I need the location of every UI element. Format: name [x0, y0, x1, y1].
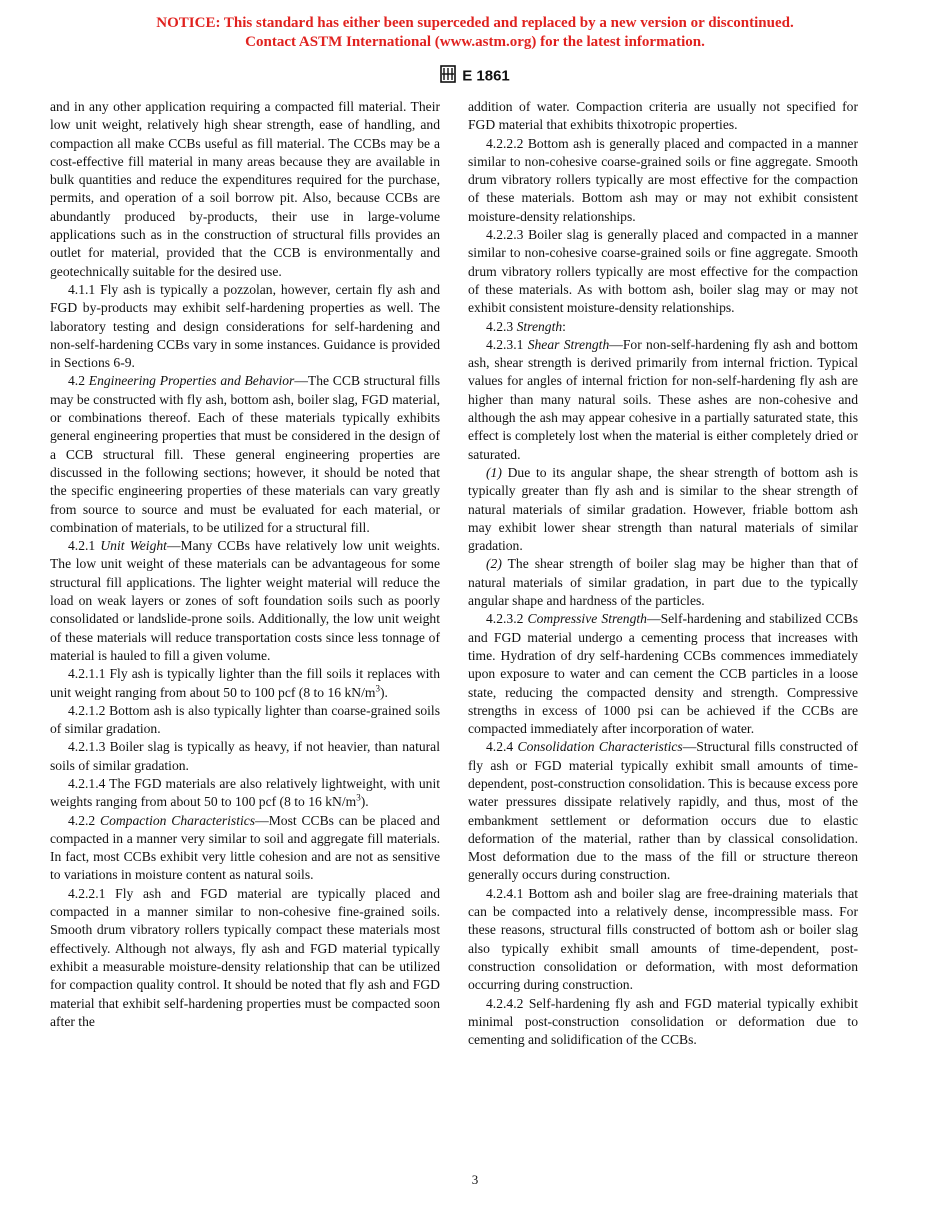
section-number: 4.2.3 [486, 318, 514, 334]
notice-line-2: Contact ASTM International (www.astm.org) for the latest information. [245, 34, 705, 50]
text-part: ). [360, 794, 369, 810]
designation: E 1861 [462, 67, 510, 85]
section-title: Compaction Characteristics [100, 812, 256, 828]
text-part: 4.2.1.4 The FGD materials are also relatively lightweight, with unit weights ranging from about 50 to 100 pcf (8 to 16 kN/m [50, 775, 440, 810]
section-text: —The CCB structural fills may be constructed with fly ash, bottom ash, boiler slag, FGD material, or combinations thereof. Each of these materials typically exhibits general engineering properties that must be considered in the design of a CCB structural fill. These general engineering properties are discussed in the following sections; however, it should be noted that the specific engineering properties of these materials can vary greatly from source to source and must be evaluated for each material, or combination of materials, to be utilized for a structural fill. [50, 373, 440, 535]
section-number: 4.2.2 [68, 812, 96, 828]
paragraph [50, 812, 440, 885]
text-part: 4.2.1.1 Fly ash is typically lighter than the fill soils it replaces with unit weight ranging from about 50 to 100 pcf (8 to 16 kN/m [50, 666, 440, 700]
paragraph: 4.1.1 Fly ash is typically a pozzolan, however, certain fly ash and FGD by-products may exhibit self-hardening properties as well. The laboratory testing and design considerations for self-hardening and non-self-hardening CCBs vary in some instances. Guidance is provided in Sections 6-9. [50, 281, 440, 371]
section-title: Consolidation Characteristics [517, 739, 683, 755]
paragraph: addition of water. Compaction criteria are usually not specified for FGD material that exhibits thixotropic properties. [468, 99, 858, 133]
notice-banner [0, 14, 950, 52]
right-column [468, 98, 858, 1049]
section-text: : [562, 318, 566, 334]
paragraph [50, 537, 440, 665]
paragraph [468, 336, 858, 464]
section-text: —Many CCBs have relatively low unit weights. The low unit weight of these materials can be advantageous for some structural fill applications. The lighter weight material will reduce the load on weak layers or zones of soft foundation soils such as poorly consolidated or landslide-prone soils. Additionally, the low unit weight of these materials will reduce transportation costs since less tonnage of material is hauled to fill a given volume. [50, 538, 440, 663]
paragraph [50, 372, 440, 537]
paragraph: 4.2.2.3 Boiler slag is generally placed and compacted in a manner similar to non-cohesive coarse-grained soils or fine aggregate. Smooth drum vibratory rollers typically are most effective for the compaction of these materials. As with bottom ash, boiler slag may or may not exhibit consistent moisture-density relationships. [468, 227, 858, 316]
astm-logo-icon [440, 64, 456, 88]
section-text: —Most CCBs can be placed and compacted in a manner very similar to soil and aggregate fill materials. In fact, most CCBs exhibit very little cohesion and are not as sensitive to variations in moisture content as natural soils. [50, 812, 440, 883]
paragraph: and in any other application requiring a compacted fill material. Their low unit weight, relatively high shear strength, ease of handling, and compaction all make CCBs useful as fill material. The CCBs may be a cost-effective fill material in many areas because they are available in bulk quantities and reduce the expenditures required for the purchase, permits, and operation of a soil borrow pit. Also, because CCBs are abundantly produced by-products, their use in large-volume applications such as in the construction of structural fills provides an outlet for material, provided that the CCB is environmentally and geotechnically suitable for the desired use. [50, 99, 440, 279]
text-part: ). [379, 684, 388, 700]
paragraph [468, 555, 858, 610]
superscript: 3 [356, 792, 361, 803]
section-title: Strength [516, 318, 563, 334]
paragraph: 4.2.2.1 Fly ash and FGD material are typically placed and compacted in a manner similar to non-cohesive fine-grained soils. Smooth drum vibratory rollers typically compact these materials most effectively. Although not always, fly ash and FGD material typically exhibit a measurable moisture-density relationship that can be utilized for compaction quality control. It should be noted that fly ash and FGD material that exhibit self-hardening properties must be compacted soon after the [50, 885, 440, 1029]
section-text: —For non-self-hardening fly ash and bottom ash, shear strength is derived primarily from internal friction. Typical values for angles of internal friction for non-self-hardening fly ash are higher than many natural soils. These ashes are non-cohesive and although the ash may appear cohesive in a partially saturated state, this effect is completely lost when the material is either completely dried or saturated. [468, 336, 858, 462]
section-text: —Self-hardening and stabilized CCBs and FGD material undergo a cementing process that increases with time. Hydration of dry self-hardening CCBs commences immediately upon exposure to water and can cement the CCB particles in a loose state, reducing the compacted density and strength. Compressive strengths in excess of 1000 psi can be achieved if the CCBs are compacted immediately after incorporation of water. [468, 611, 859, 737]
paragraph [50, 665, 440, 702]
section-number: 4.2.3.2 [486, 611, 524, 627]
section-number: 4.2 [68, 373, 85, 389]
page-number: 3 [471, 1172, 479, 1187]
superscript: 3 [375, 682, 380, 693]
section-number: 4.2.1 [68, 538, 96, 554]
section-number: 4.2.4 [486, 739, 514, 755]
paragraph [468, 318, 858, 336]
section-text: —Structural fills constructed of fly ash or FGD material typically exhibit small amounts of time-dependent, post-construction consolidation. This is because excess pore water pressures dissipate relatively rapidly, and thus, most of the embankment settlement or deformation occurs due to elastic deformation of the material, rather than by classical consolidation. Most deformation due to the mass of the fill or structure thereon generally occurs during construction. [468, 739, 858, 883]
notice-line-1: NOTICE: This standard has either been superceded and replaced by a new version or discontinued. [156, 15, 794, 31]
list-text: Due to its angular shape, the shear strength of bottom ash is typically greater than fly ash and is similar to the shear strength of natural materials of similar gradation. However, friable bottom ash may exhibit lower shear strength than natural materials of similar gradation. [468, 464, 858, 554]
left-column [50, 98, 440, 1031]
paragraph: 4.2.2.2 Bottom ash is generally placed and compacted in a manner similar to non-cohesive coarse-grained soils or fine aggregate. Smooth drum vibratory rollers typically are most effective for the compaction of these materials. Bottom ash may or may not exhibit consistent moisture-density relationships. [468, 135, 858, 224]
document-header [0, 64, 950, 88]
paragraph: 4.2.4.2 Self-hardening fly ash and FGD material typically exhibit minimal post-construction consolidation or deformation due to cementing and solidification of the CCBs. [468, 995, 858, 1048]
section-title: Engineering Properties and Behavior [88, 373, 295, 389]
list-text: The shear strength of boiler slag may be higher than that of natural materials of similar gradation, in part due to the typically angular shape and hardness of the particles. [468, 556, 858, 609]
paragraph: 4.2.1.3 Boiler slag is typically as heavy, if not heavier, than natural soils of similar gradation. [50, 739, 440, 773]
paragraph: 4.2.1.2 Bottom ash is also typically lighter than coarse-grained soils of similar gradation. [50, 702, 440, 737]
paragraph [468, 610, 858, 738]
section-title: Shear Strength [527, 336, 610, 352]
list-number: (2) [486, 556, 502, 572]
section-number: 4.2.3.1 [486, 336, 524, 352]
section-title: Unit Weight [100, 538, 167, 554]
paragraph [468, 464, 858, 555]
paragraph [50, 775, 440, 812]
section-title: Compressive Strength [527, 611, 647, 627]
list-number: (1) [486, 464, 502, 480]
paragraph: 4.2.4.1 Bottom ash and boiler slag are free-draining materials that can be compacted into a relatively dense, incompressible mass. For these reasons, structural fills constructed of bottom ash or boiler slag also typically exhibit small amounts of time-dependent, post-construction consolidation or deformation, with most deformation occurring during construction. [468, 885, 858, 993]
paragraph [468, 738, 858, 884]
